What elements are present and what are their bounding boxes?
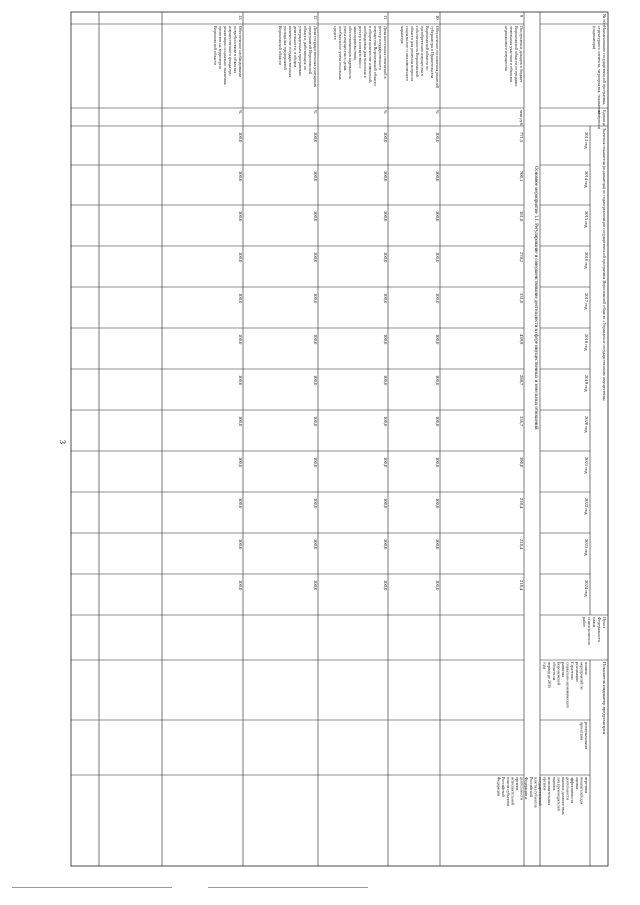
header-sub-efficiency: деятельности — [519, 777, 525, 800]
row-name: проектов на территории — [218, 26, 223, 69]
row-name: Обеспечение необходимыми — [238, 26, 243, 78]
row-name: Доля внесенных изменений в — [383, 26, 388, 79]
header-federal: Пункт — [602, 617, 607, 629]
header-federal: работ — [582, 617, 587, 627]
row-value: 100,0 — [383, 580, 388, 591]
row-value: 336,7 — [519, 416, 524, 427]
row-value: 100,0 — [238, 539, 243, 550]
footer-rule — [12, 887, 172, 888]
row-value: 218,4 — [519, 498, 524, 509]
row-number: 12 — [313, 15, 318, 20]
header-sub-strategy: реализации — [574, 662, 580, 682]
header-name: структурного элемента, мероприятия, показателя — [597, 26, 602, 114]
row-value: 100,0 — [435, 293, 440, 304]
header-year: 2019 год — [584, 375, 589, 392]
header-year: 2015 год — [584, 211, 589, 228]
row-value: 218,4 — [519, 580, 524, 591]
row-value: 100,0 — [383, 132, 388, 143]
header-sub-efficiency: высших должностных — [561, 777, 566, 815]
page-number: 3 — [58, 440, 67, 444]
row-value: 100,0 — [435, 375, 440, 386]
row-value: 100,0 — [435, 498, 440, 509]
row-value: 100,0 — [238, 457, 243, 468]
header-sub-efficiency: деятельности — [565, 777, 571, 800]
row-value: 100,0 — [313, 171, 318, 182]
row-value: 100,0 — [435, 539, 440, 550]
row-name: собственность Воронежской — [415, 26, 420, 77]
row-value: 100,0 — [313, 416, 318, 427]
header-sub-regional: региональными — [584, 722, 589, 749]
row-name: приобретению имущества в — [420, 26, 425, 76]
header-year: 2022 год — [584, 498, 589, 515]
row-value: 100,0 — [313, 211, 318, 222]
row-value: 100,0 — [383, 252, 388, 263]
header-num: № п/п — [602, 14, 607, 26]
header-year: 2013 год — [584, 132, 589, 149]
row-name: Воронежской области по — [425, 26, 430, 71]
row-value: 100,0 — [238, 375, 243, 386]
row-name: характера — [400, 26, 405, 44]
header-unit: измерения — [597, 110, 602, 129]
section-title: Основное мероприятие 1.1. Регулирование и совершенствование деятельности в сфере имущественных и земельных отношений — [533, 166, 538, 430]
row-name: области для решения вопросов — [410, 26, 415, 82]
data-table — [71, 12, 608, 866]
row-number: 13 — [238, 15, 243, 20]
row-name: реестр государственного — [378, 26, 383, 71]
row-value: 771,5 — [519, 132, 524, 143]
row-value: 100,0 — [313, 580, 318, 591]
row-name: пообъектного учета основных — [338, 26, 343, 80]
row-name: деятельности, в общем — [293, 26, 298, 68]
row-name: в общем количестве изменений, — [368, 26, 373, 84]
row-value: 100,0 — [238, 498, 243, 509]
row-value: 100,0 — [238, 580, 243, 591]
row-name: предприятий Воронежской — [308, 26, 313, 75]
row-value: 100,0 — [383, 293, 388, 304]
row-name: потребностями в объектах — [233, 26, 238, 74]
header-sub-efficiency: органов — [515, 777, 520, 791]
header-year: 2016 год — [584, 252, 589, 269]
row-value: 100,0 — [238, 171, 243, 182]
row-unit: % — [435, 110, 440, 114]
header-sub-efficiency: эффективности — [570, 777, 576, 804]
header-year: 2023 год — [584, 539, 589, 556]
header-indicator: Показатель индикатор предусмотрен — [602, 662, 607, 735]
row-value: 100,0 — [313, 293, 318, 304]
row-value: 439,9 — [519, 334, 524, 345]
row-name: Воронежской области — [213, 26, 218, 66]
row-value: 100,0 — [313, 252, 318, 263]
row-value: 100,0 — [383, 539, 388, 550]
row-name: утвержденным программам — [298, 26, 303, 76]
header-sub-efficiency: исполнительной — [510, 777, 516, 805]
row-value: 100,0 — [383, 498, 388, 509]
header-name: Наименование государственной программы, — [602, 26, 607, 106]
row-name: недвижимого имущества — [504, 26, 509, 71]
header-sub-strategy: области на — [551, 662, 557, 681]
header-federal: статистических — [587, 617, 592, 645]
header-year: 2018 год — [584, 334, 589, 351]
header-sub-efficiency: власти) субъектов — [533, 777, 539, 808]
row-name: имущества Воронежской области — [373, 26, 378, 86]
header-values: Значения показателя (индикатора) по годам реализации государственной программы Воронежской области «Управление государственным имуществом» — [602, 128, 607, 402]
row-name: реализации социально значимых — [223, 26, 228, 85]
row-name: необходимых для внесения в — [363, 26, 368, 78]
row-value: 100,0 — [435, 416, 440, 427]
header-sub-efficiency: Российской — [528, 777, 534, 797]
row-value: 100,0 — [435, 132, 440, 143]
row-name: реестр в соответствии с — [358, 26, 363, 69]
header-federal: плана — [592, 617, 597, 628]
row-value: 100,0 — [313, 498, 318, 509]
row-name: области, работающих по — [303, 26, 308, 71]
row-value: 700,1 — [519, 171, 524, 182]
row-name: обеспечивающих надежность — [348, 26, 353, 79]
row-name: Доля государственных унитарных — [313, 26, 318, 87]
row-value: 100,0 — [435, 171, 440, 182]
row-value: 100,0 — [238, 211, 243, 222]
row-value: 100,0 — [313, 457, 318, 468]
row-value: 100,0 — [313, 539, 318, 550]
row-value: 100,0 — [238, 334, 243, 345]
row-value: 100,0 — [238, 132, 243, 143]
header-sub-strategy: Воронежской — [556, 662, 562, 685]
header-sub-strategy: социально-экономического — [565, 662, 571, 709]
row-unit: % — [313, 110, 318, 114]
row-value: 100,0 — [383, 171, 388, 182]
header-year: 2021 год — [584, 457, 589, 474]
row-name: унитарных предприятий — [283, 26, 288, 70]
footer-rule — [208, 887, 368, 888]
row-value: 100,0 — [383, 457, 388, 468]
row-name: имущественного фонда при — [228, 26, 233, 76]
header-sub-efficiency: государственной — [538, 777, 543, 806]
header-sub-strategy: мероприятий по — [579, 662, 585, 690]
header-sub-efficiency: Федерации и — [524, 777, 530, 800]
row-name: количестве государственных — [288, 26, 293, 78]
header-unit: Единица — [602, 110, 607, 126]
header-sub-efficiency: исполнительных — [547, 777, 553, 806]
row-value: 218,4 — [519, 539, 524, 550]
header-sub-efficiency: оценки — [574, 777, 580, 790]
row-value: 100,0 — [383, 334, 388, 345]
row-value: 100,0 — [383, 375, 388, 386]
row-name: социального и экономического — [405, 26, 410, 82]
row-name: Обеспечение исполнения решений — [435, 26, 440, 89]
header-sub-strategy: период до 2035 — [547, 662, 553, 689]
row-value: 100,0 — [313, 375, 318, 386]
row-name: губернатора и Правительства — [430, 26, 435, 79]
row-value: 100,0 — [238, 252, 243, 263]
row-value: 100,0 — [435, 334, 440, 345]
header-name: (индикатора) — [592, 26, 597, 50]
header-year: 2017 год — [584, 293, 589, 310]
row-value: 288,7 — [519, 375, 524, 386]
header-year: 2014 год — [584, 171, 589, 188]
row-name: учета имущества в целях — [343, 26, 348, 71]
row-number: 11 — [383, 15, 388, 20]
row-value: 278,2 — [519, 252, 524, 263]
row-value: 181,8 — [519, 211, 524, 222]
header-sub-efficiency: Федерации — [496, 777, 502, 796]
header-sub-efficiency: высших — [551, 777, 557, 791]
row-value: 390,0 — [519, 457, 524, 468]
row-unit: % — [383, 110, 388, 114]
row-name: земельных участков и объектов — [509, 26, 514, 83]
header-sub-efficiency: показателей для — [579, 777, 585, 805]
header-sub-efficiency: лиц (руководителей — [556, 777, 562, 811]
row-value: 100,0 — [313, 334, 318, 345]
row-value: 331,0 — [519, 293, 524, 304]
header-sub-strategy: планом — [584, 662, 589, 675]
row-name: средств — [333, 26, 338, 40]
row-value: 100,0 — [435, 580, 440, 591]
row-value: 100,0 — [435, 211, 440, 222]
header-year: 2020 год — [584, 416, 589, 433]
header-sub-strategy: развития — [561, 662, 566, 678]
row-value: 100,0 — [435, 252, 440, 263]
row-value: 100,0 — [313, 132, 318, 143]
header-sub-regional: проектами — [579, 722, 585, 741]
row-value: 100,0 — [383, 416, 388, 427]
header-federal: Федерального — [597, 617, 602, 643]
header-sub-strategy: Стратегии — [570, 662, 576, 680]
header-sub-strategy: года — [542, 662, 548, 670]
row-value: 100,0 — [238, 293, 243, 304]
row-value: 100,0 — [238, 416, 243, 427]
row-value: 100,0 — [435, 457, 440, 468]
row-unit: % — [238, 110, 243, 114]
header-sub-efficiency: власти субъектов — [505, 777, 511, 807]
header-sub-efficiency: Российской — [501, 777, 507, 797]
row-unit: млн руб. — [519, 110, 524, 127]
row-number: 10 — [435, 15, 440, 20]
header-sub-efficiency: органов — [542, 777, 548, 791]
header-year: 2024 год — [584, 580, 589, 597]
row-name: Воронежской области от продажи — [514, 26, 519, 87]
row-name: законодательством, — [353, 26, 358, 61]
row-name: Поступление доходов в бюджет — [519, 26, 524, 83]
header-sub-efficiency: перечнем — [584, 777, 589, 794]
row-value: 100,0 — [383, 211, 388, 222]
row-number: 9 — [519, 15, 524, 18]
row-name: Воронежской области — [278, 26, 283, 66]
